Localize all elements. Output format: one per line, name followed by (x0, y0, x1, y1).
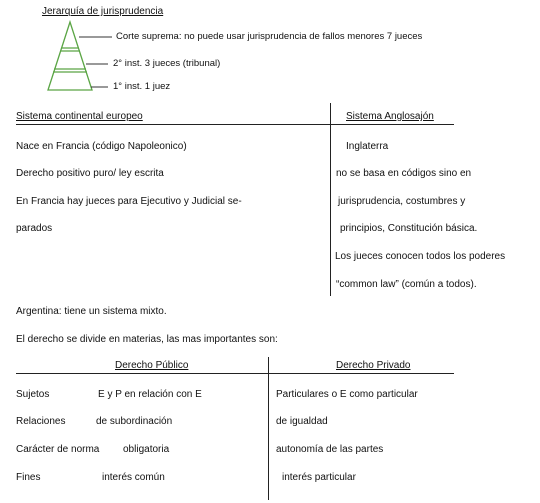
systems-divider (330, 103, 331, 296)
row-private-fines: interés particular (282, 472, 356, 483)
continental-line-4: parados (16, 223, 53, 234)
law-table-header-rule (16, 373, 454, 374)
row-public-sujetos: E y P en relación con E (98, 389, 202, 400)
anglosajon-line-2: no se basa en códigos sino en (336, 168, 472, 179)
hierarchy-title: Jerarquía de jurisprudencia (42, 6, 164, 17)
row-public-fines: interés común (102, 472, 165, 483)
level-corte-suprema: Corte suprema: no puede usar jurisprudencia de fallos menores 7 jueces (116, 31, 423, 42)
row-private-relaciones: de igualdad (276, 416, 328, 427)
level-segunda-instancia: 2° inst. 3 jueces (tribunal) (113, 58, 221, 69)
row-public-caracter: obligatoria (123, 444, 170, 455)
row-label-sujetos: Sujetos (16, 389, 50, 400)
header-derecho-publico: Derecho Público (115, 360, 189, 371)
row-label-caracter: Carácter de norma (16, 444, 100, 455)
header-anglosajon: Sistema Anglosajón (346, 111, 434, 122)
continental-line-2: Derecho positivo puro/ ley escrita (16, 168, 164, 179)
systems-header-rule (16, 124, 454, 125)
level-primera-instancia: 1° inst. 1 juez (113, 81, 171, 92)
continental-line-3: En Francia hay jueces para Ejecutivo y Judicial se- (16, 196, 242, 207)
law-table-divider (268, 357, 269, 500)
anglosajon-line-3: jurisprudencia, costumbres y (338, 196, 466, 207)
anglosajon-line-6: “common law” (común a todos). (336, 279, 477, 290)
anglosajon-line-1: Inglaterra (346, 141, 389, 152)
row-private-sujetos: Particulares o E como particular (276, 389, 418, 400)
pyramid-outline (48, 22, 92, 90)
anglosajon-line-5: Los jueces conocen todos los poderes (335, 251, 506, 262)
anglosajon-line-4: principios, Constitución básica. (340, 223, 478, 234)
row-label-fines: Fines (16, 472, 41, 483)
row-public-relaciones: de subordinación (96, 416, 173, 427)
row-label-relaciones: Relaciones (16, 416, 66, 427)
note-argentina: Argentina: tiene un sistema mixto. (16, 306, 167, 317)
header-derecho-privado: Derecho Privado (336, 360, 411, 371)
continental-line-1: Nace en Francia (código Napoleonico) (16, 141, 187, 152)
note-division: El derecho se divide en materias, las mas importantes son: (16, 334, 278, 345)
row-private-caracter: autonomía de las partes (276, 444, 384, 455)
header-continental: Sistema continental europeo (16, 111, 143, 122)
